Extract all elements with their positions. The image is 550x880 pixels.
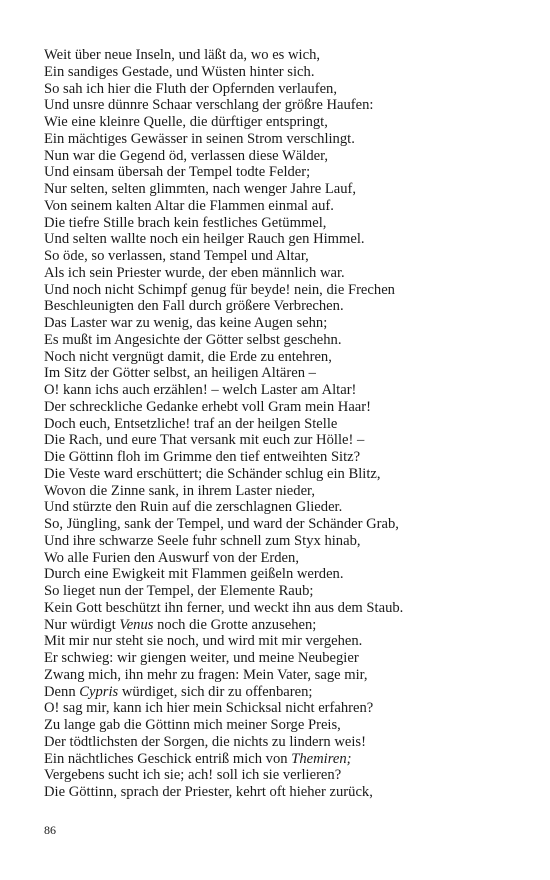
poem-line	[44, 516, 524, 533]
line-segment: Wovon die Zinne sank, in ihrem Laster nieder,	[44, 482, 315, 499]
italic-name: Themiren;	[291, 750, 352, 767]
line-segment: Er schwieg: wir giengen weiter, und meine Neubegier	[44, 650, 359, 666]
poem-line	[44, 734, 524, 751]
poem-line	[44, 499, 524, 516]
line-segment: Beschleunigten den Fall durch größere Verbrechen.	[44, 298, 344, 315]
poem-line	[44, 617, 524, 634]
line-segment: Ein mächtiges Gewässer in seinen Strom verschlingt.	[44, 130, 355, 147]
line-segment: Die Rach, und eure That versank mit euch zur Hölle! –	[44, 432, 365, 449]
line-segment: Vergebens sucht ich sie; ach! soll ich sie verlieren?	[44, 767, 342, 784]
poem-line	[44, 164, 524, 181]
line-segment: So lieget nun der Tempel, der Elemente Raub;	[44, 583, 314, 599]
poem-line	[44, 131, 524, 148]
poem-line	[44, 81, 524, 98]
line-segment: Durch eine Ewigkeit mit Flammen geißeln werden.	[44, 566, 344, 583]
poem-line	[44, 365, 524, 382]
line-segment: Der tödtlichsten der Sorgen, die nichts zu lindern weis!	[44, 733, 366, 750]
poem-line	[44, 349, 524, 366]
line-segment: Als ich sein Priester wurde, der eben männlich war.	[44, 264, 345, 281]
line-segment: Die Göttinn, sprach der Priester, kehrt oft hieher zurück,	[44, 784, 373, 800]
poem-line	[44, 633, 524, 650]
line-segment: So, Jüngling, sank der Tempel, und ward der Schänder Grab,	[44, 516, 399, 532]
line-segment: Und einsam übersah der Tempel todte Felder;	[44, 164, 311, 181]
page-number: 86	[44, 823, 56, 837]
poem-line	[44, 315, 524, 332]
poem-line	[44, 47, 524, 64]
poem-line	[44, 282, 524, 299]
line-segment: So öde, so verlassen, stand Tempel und Altar,	[44, 248, 309, 264]
poem-text	[44, 47, 524, 801]
line-segment: Nur würdigt	[44, 616, 120, 633]
line-segment: Und stürzte den Ruin auf die zerschlagnen Glieder.	[44, 499, 343, 516]
poem-line	[44, 432, 524, 449]
poem-line	[44, 332, 524, 349]
poem-line	[44, 231, 524, 248]
poem-line	[44, 265, 524, 282]
poem-line	[44, 784, 524, 801]
poem-line	[44, 550, 524, 567]
line-segment: Wie eine kleinre Quelle, die dürftiger entspringt,	[44, 114, 328, 130]
line-segment: Ein sandiges Gestade, und Wüsten hinter sich.	[44, 63, 315, 80]
poem-line	[44, 215, 524, 232]
poem-line	[44, 248, 524, 265]
line-segment: Von seinem kalten Altar die Flammen einmal auf.	[44, 197, 334, 214]
line-segment: Zu lange gab die Göttinn mich meiner Sorge Preis,	[44, 717, 341, 733]
poem-line	[44, 399, 524, 416]
poem-line	[44, 684, 524, 701]
line-segment: So sah ich hier die Fluth der Opfernden verlaufen,	[44, 80, 338, 97]
poem-line	[44, 583, 524, 600]
poem-line	[44, 416, 524, 433]
line-segment: Nun war die Gegend öd, verlassen diese Wälder,	[44, 147, 329, 164]
line-segment: Es mußt im Angesichte der Götter selbst geschehn.	[44, 331, 342, 348]
line-segment: Die tiefre Stille brach kein festliches Getümmel,	[44, 214, 327, 231]
poem-line	[44, 181, 524, 198]
poem-line	[44, 148, 524, 165]
poem-line	[44, 198, 524, 215]
poem-line	[44, 114, 524, 131]
poem-line	[44, 97, 524, 114]
line-segment: noch die Grotte anzusehen;	[153, 616, 317, 633]
poem-line	[44, 298, 524, 315]
line-segment: Nur selten, selten glimmten, nach wenger Jahre Lauf,	[44, 181, 357, 197]
poem-line	[44, 667, 524, 684]
line-segment: Mit mir nur steht sie noch, und wird mit mir vergehen.	[44, 633, 363, 650]
line-segment: O! sag mir, kann ich hier mein Schicksal nicht erfahren?	[44, 700, 374, 717]
line-segment: Das Laster war zu wenig, das keine Augen sehn;	[44, 315, 328, 331]
line-segment: Zwang mich, ihn mehr zu fragen: Mein Vater, sage mir,	[44, 666, 368, 683]
line-segment: Doch euch, Entsetzliche! traf an der heilgen Stelle	[44, 415, 338, 432]
line-segment: würdiget, sich dir zu offenbaren;	[118, 683, 313, 700]
poem-line	[44, 767, 524, 784]
line-segment: Der schreckliche Gedanke erhebt voll Gram mein Haar!	[44, 398, 371, 415]
line-segment: Noch nicht vergnügt damit, die Erde zu entehren,	[44, 348, 332, 365]
poem-line	[44, 650, 524, 667]
poem-line	[44, 751, 524, 768]
line-segment: Und unsre dünnre Schaar verschlang der größre Haufen:	[44, 97, 374, 114]
poem-line	[44, 483, 524, 500]
line-segment: Weit über neue Inseln, und läßt da, wo es wich,	[44, 47, 321, 63]
line-segment: Die Göttinn floh im Grimme den tief entweihten Sitz?	[44, 449, 361, 465]
poem-line	[44, 600, 524, 617]
poem-line	[44, 566, 524, 583]
line-segment: Im Sitz der Götter selbst, an heiligen Altären –	[44, 365, 316, 382]
poem-line	[44, 700, 524, 717]
poem-line	[44, 717, 524, 734]
poem-line	[44, 64, 524, 81]
poem-line	[44, 466, 524, 483]
line-segment: Kein Gott beschützt ihn ferner, und weckt ihn aus dem Staub.	[44, 599, 404, 616]
line-segment: O! kann ichs auch erzählen! – welch Laster am Altar!	[44, 382, 357, 398]
italic-name: Venus	[119, 616, 154, 633]
line-segment: Und selten wallte noch ein heilger Rauch gen Himmel.	[44, 231, 365, 248]
line-segment: Wo alle Furien den Auswurf von der Erden,	[44, 549, 299, 566]
poem-line	[44, 533, 524, 550]
italic-name: Cypris	[79, 683, 119, 700]
poem-line	[44, 382, 524, 399]
line-segment: Ein nächtliches Geschick entriß mich von	[44, 750, 292, 767]
line-segment: Und ihre schwarze Seele fuhr schnell zum Styx hinab,	[44, 532, 361, 549]
line-segment: Denn	[44, 683, 80, 700]
line-segment: Und noch nicht Schimpf genug für beyde! nein, die Frechen	[44, 281, 395, 298]
poem-line	[44, 449, 524, 466]
line-segment: Die Veste ward erschüttert; die Schänder schlug ein Blitz,	[44, 465, 381, 482]
